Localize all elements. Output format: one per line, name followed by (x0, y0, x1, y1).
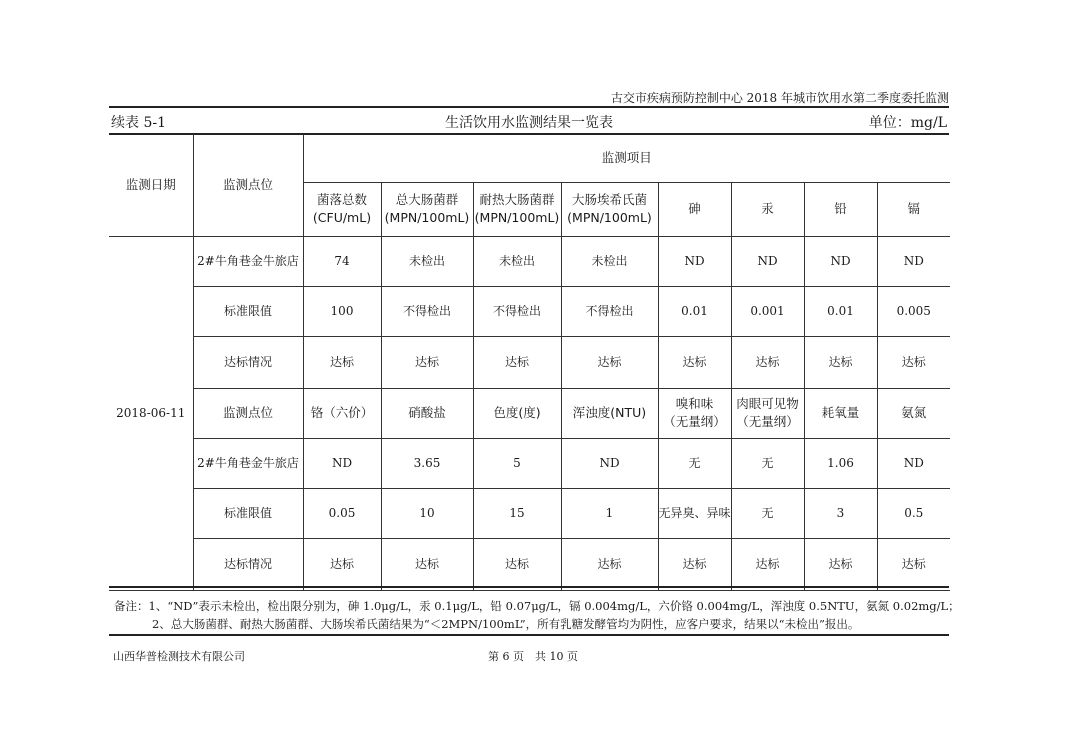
g1-header-cell (731, 182, 804, 236)
g1-header-cell-line: (MPN/100mL) (384, 210, 470, 225)
value-cell: 1.06 (804, 438, 877, 488)
g2-header-cell (303, 388, 381, 438)
g2-header-cell-line: 色度(度) (493, 405, 541, 420)
g2-header-cell (561, 388, 658, 438)
footer-rule (109, 634, 949, 636)
g2-header-cell-line: 嗅和味 (675, 396, 714, 411)
value-cell: ND (804, 236, 877, 286)
g2-header-cell (731, 388, 804, 438)
g1-header-cell (381, 182, 473, 236)
value-cell: 达标 (473, 336, 561, 388)
g2-header-cell (658, 388, 731, 438)
value-cell: 0.5 (877, 488, 950, 538)
value-cell: 不得检出 (561, 286, 658, 336)
g1-header-cell (658, 182, 731, 236)
note-line-1: 备注：1、“ND”表示未检出，检出限分别为，砷 1.0μg/L，汞 0.1μg/L，铅 0.07μg/L，镉 0.004mg/L，六价铬 0.004mg/L，浑浊度 0.5NTU，氨氮 0.02mg/L； (114, 599, 960, 613)
value-cell: 1 (561, 488, 658, 538)
g2-header-cell-line: 氨氮 (901, 405, 927, 420)
date-cell: 2018-06-11 (109, 236, 193, 590)
value-cell: 未检出 (561, 236, 658, 286)
row-label: 标准限值 (193, 488, 303, 538)
g2-header-cell (877, 388, 950, 438)
g1-header-cell-line: 砷 (688, 201, 701, 216)
value-cell: 达标 (303, 538, 381, 590)
value-cell: 无 (658, 438, 731, 488)
g1-header-cell-line: 镉 (907, 201, 921, 216)
col-header-items: 监测项目 (303, 134, 950, 182)
g1-header-cell (303, 182, 381, 236)
value-cell: 0.01 (658, 286, 731, 336)
value-cell: 达标 (658, 336, 731, 388)
g2-header-cell (473, 388, 561, 438)
value-cell: 达标 (658, 538, 731, 590)
table-row (109, 236, 950, 286)
value-cell: ND (658, 236, 731, 286)
g2-header-cell (381, 388, 473, 438)
value-cell: ND (877, 236, 950, 286)
header-rule (109, 106, 949, 108)
table-number: 续表 5-1 (111, 115, 166, 131)
value-cell: 达标 (877, 336, 950, 388)
value-cell: 5 (473, 438, 561, 488)
table-caption-row (109, 110, 949, 132)
table-row (109, 488, 950, 538)
value-cell: ND (731, 236, 804, 286)
value-cell: 不得检出 (473, 286, 561, 336)
table-row (109, 286, 950, 336)
value-cell: 不得检出 (381, 286, 473, 336)
value-cell: 达标 (561, 538, 658, 590)
value-cell: 达标 (804, 336, 877, 388)
header-row-1 (109, 134, 950, 182)
row-label: 达标情况 (193, 336, 303, 388)
row-label: 达标情况 (193, 538, 303, 590)
g2-header-cell-line: （无量纲） (663, 414, 726, 429)
org-header-line: 古交市疾病预防控制中心 2018 年城市饮用水第二季度委托监测 (610, 91, 949, 105)
note-line-2: 2、总大肠菌群、耐热大肠菌群、大肠埃希氏菌结果为“＜2MPN/100mL”，所有乳糖发酵管均为阴性，应客户要求，结果以“未检出”报出。 (152, 617, 860, 631)
g1-header-cell-line: 菌落总数 (316, 192, 367, 207)
table-row (109, 438, 950, 488)
g1-header-cell-line: (CFU/mL) (312, 210, 372, 225)
value-cell: 0.001 (731, 286, 804, 336)
value-cell: 达标 (804, 538, 877, 590)
value-cell: 达标 (381, 336, 473, 388)
value-cell: 达标 (381, 538, 473, 590)
g1-header-cell-line: (MPN/100mL) (567, 210, 652, 225)
value-cell: ND (303, 438, 381, 488)
g2-header-cell-line: 铬（六价） (310, 405, 374, 420)
g2-header-cell-line: （无量纲） (736, 414, 799, 429)
g1-header-cell (804, 182, 877, 236)
g1-header-cell (877, 182, 950, 236)
value-cell: 达标 (731, 336, 804, 388)
col-header-point: 监测点位 (193, 134, 303, 236)
g2-header-cell (804, 388, 877, 438)
g1-header-cell (561, 182, 658, 236)
row-label: 2#牛角巷金牛旅店 (193, 236, 303, 286)
value-cell: 74 (303, 236, 381, 286)
col-header-point-2: 监测点位 (193, 388, 303, 438)
value-cell: 无 (731, 438, 804, 488)
g1-header-cell-line: 汞 (761, 201, 774, 216)
g1-header-cell-line: 总大肠菌群 (395, 192, 459, 207)
row-label: 标准限值 (193, 286, 303, 336)
col-header-date: 监测日期 (109, 134, 193, 236)
g1-header-cell-line: 大肠埃希氏菌 (571, 192, 647, 207)
value-cell: 10 (381, 488, 473, 538)
value-cell: ND (877, 438, 950, 488)
value-cell: 0.005 (877, 286, 950, 336)
notes (114, 597, 960, 633)
value-cell: 100 (303, 286, 381, 336)
company-name: 山西华普检测技术有限公司 (113, 650, 245, 663)
value-cell: 未检出 (473, 236, 561, 286)
value-cell: 3 (804, 488, 877, 538)
g1-header-cell-line: (MPN/100mL) (474, 210, 560, 225)
value-cell: 达标 (473, 538, 561, 590)
value-cell: 0.05 (303, 488, 381, 538)
value-cell: 达标 (731, 538, 804, 590)
value-cell: 0.01 (804, 286, 877, 336)
table-row (109, 538, 950, 590)
table-title: 生活饮用水监测结果一览表 (445, 115, 613, 131)
g2-header-cell-line: 硝酸盐 (408, 405, 446, 420)
results-table (109, 134, 950, 591)
value-cell: 达标 (877, 538, 950, 590)
g1-header-cell-line: 铅 (834, 201, 847, 216)
value-cell: 无异臭、异味 (658, 488, 731, 538)
table-bottom-rule (109, 586, 949, 588)
value-cell: 未检出 (381, 236, 473, 286)
value-cell: 15 (473, 488, 561, 538)
value-cell: 无 (731, 488, 804, 538)
value-cell: 3.65 (381, 438, 473, 488)
value-cell: 达标 (561, 336, 658, 388)
table-row (109, 336, 950, 388)
g1-header-cell (473, 182, 561, 236)
g2-header-cell-line: 浑浊度(NTU) (572, 405, 647, 420)
g2-header-cell-line: 肉眼可见物 (736, 396, 799, 411)
page-number: 第 6 页 共 10 页 (488, 650, 578, 663)
header-row-3 (109, 388, 950, 438)
g1-header-cell-line: 耐热大肠菌群 (479, 192, 555, 207)
value-cell: 达标 (303, 336, 381, 388)
unit-label: 单位：mg/L (868, 115, 947, 131)
value-cell: ND (561, 438, 658, 488)
row-label: 2#牛角巷金牛旅店 (193, 438, 303, 488)
g2-header-cell-line: 耗氧量 (821, 405, 860, 420)
